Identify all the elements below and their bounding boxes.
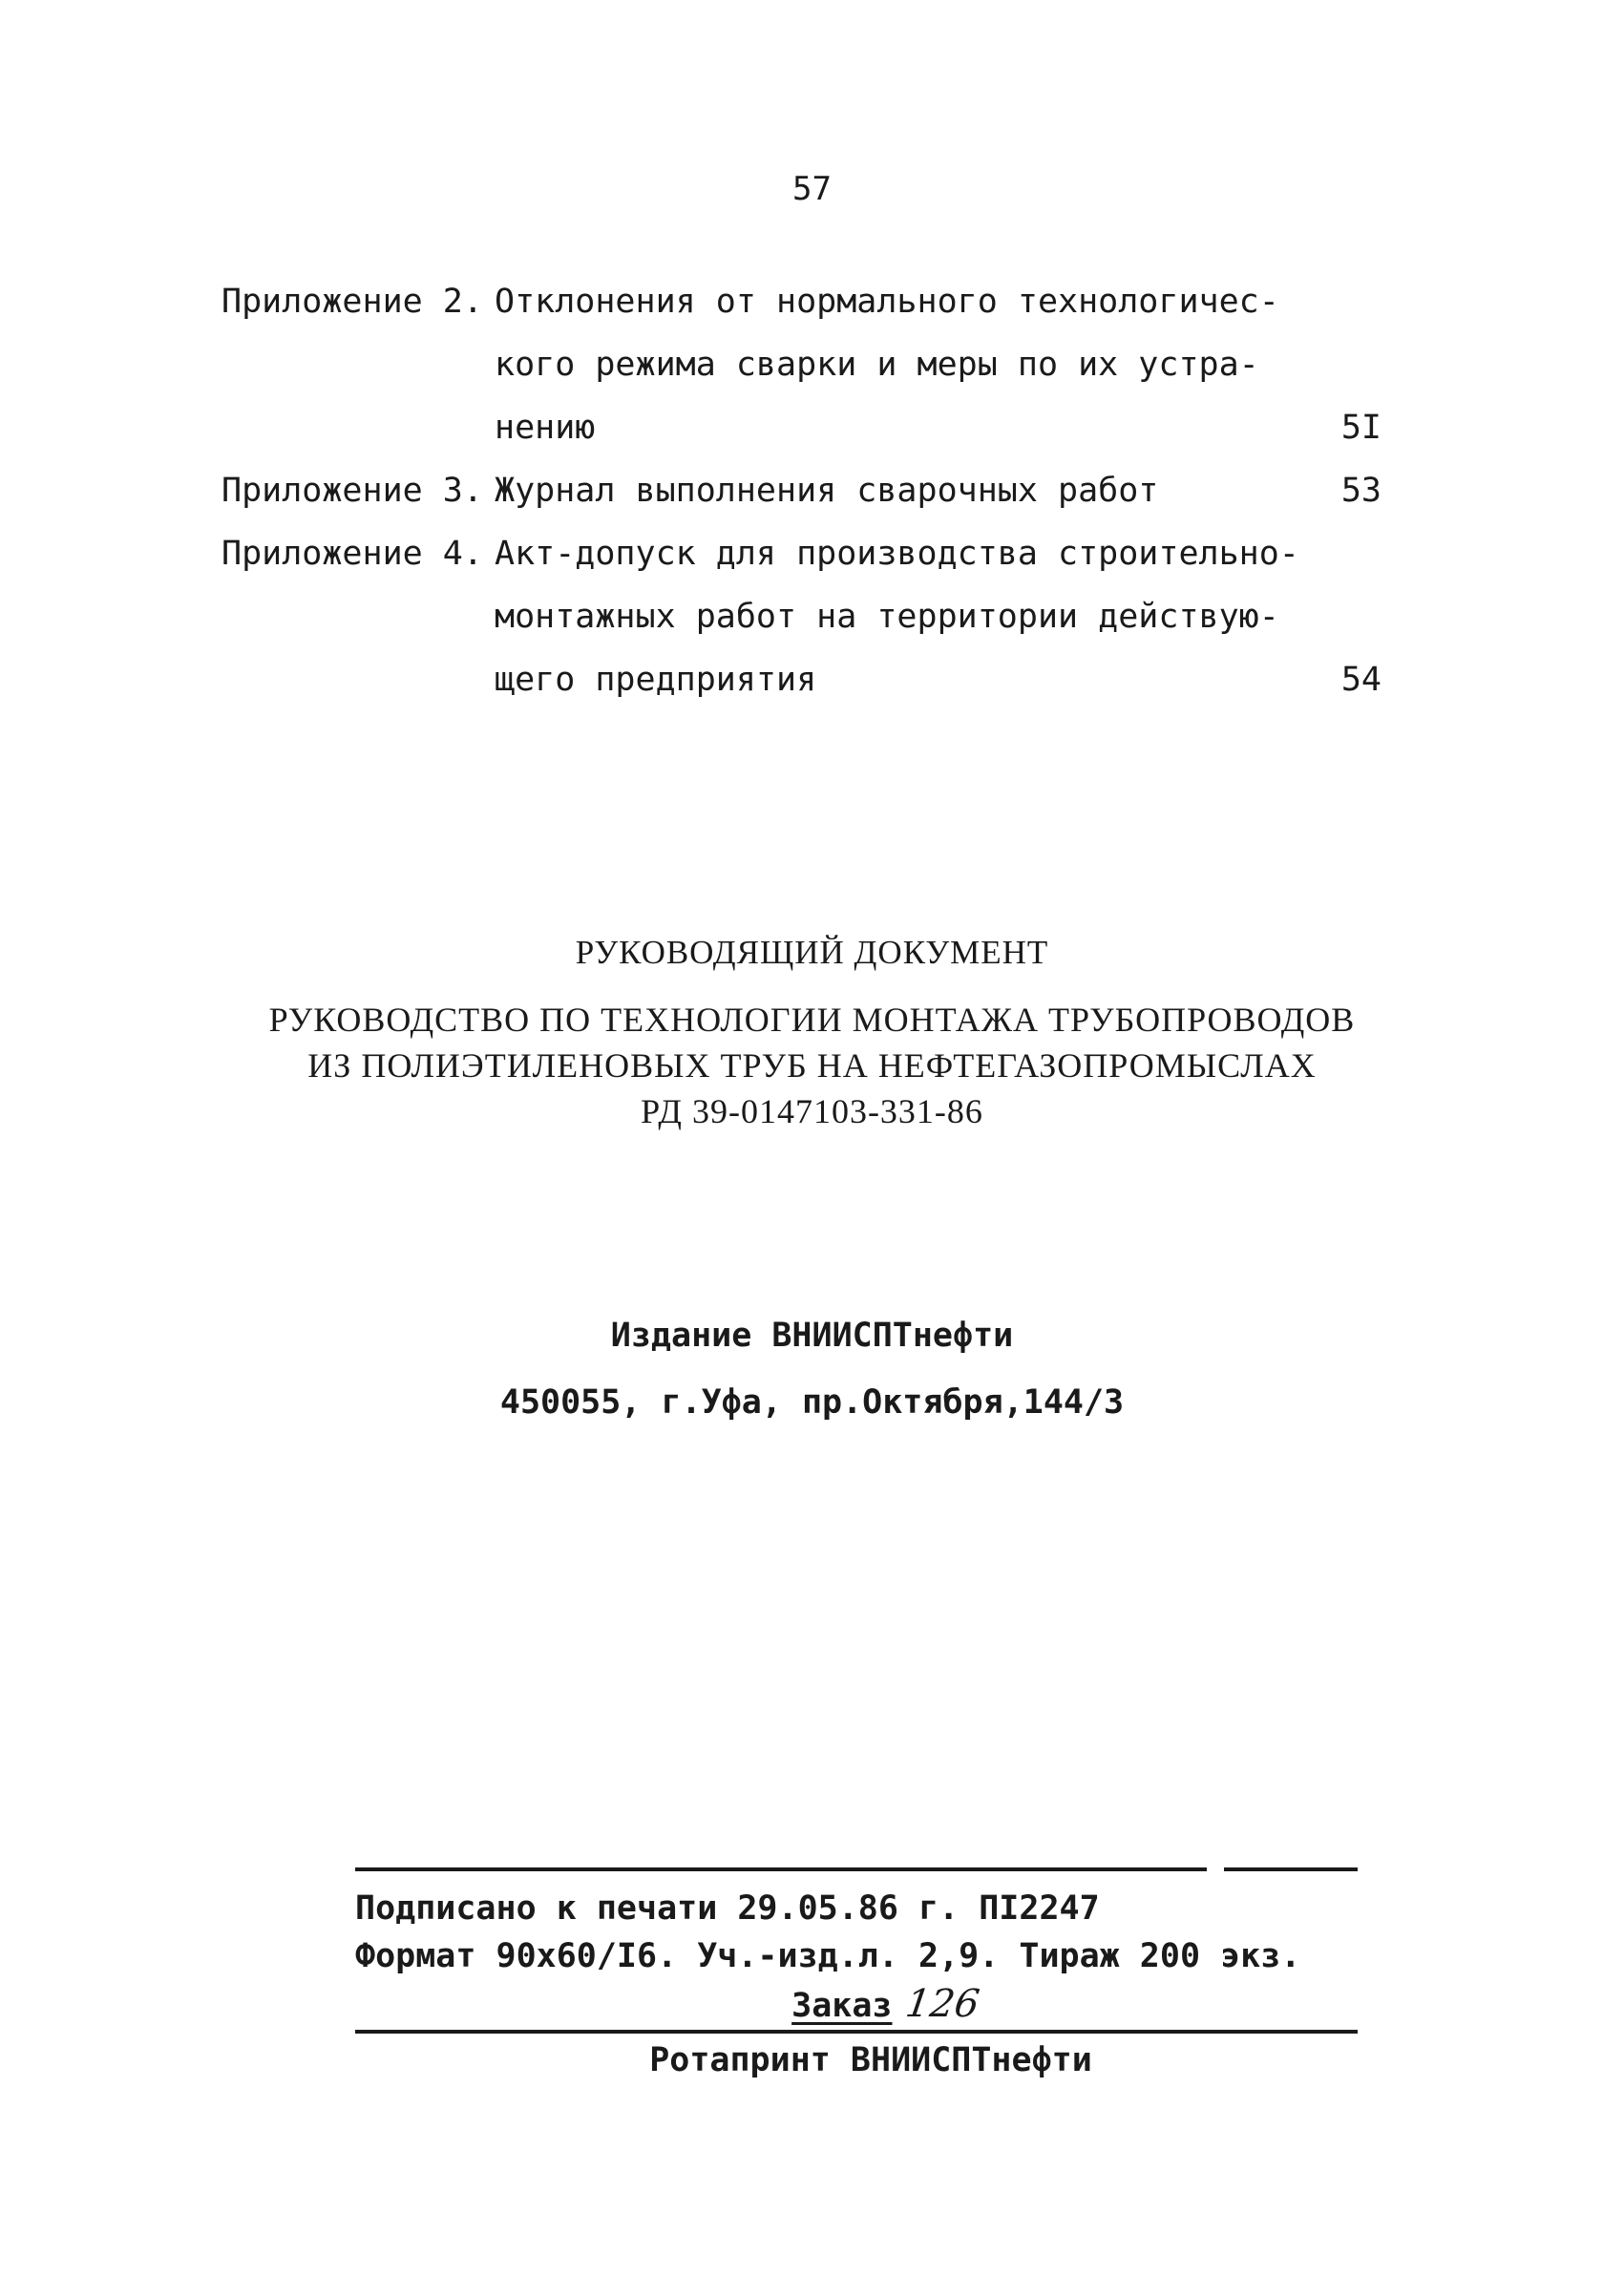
document-title-line: ИЗ ПОЛИЭТИЛЕНОВЫХ ТРУБ НА НЕФТЕГАЗОПРОМЫСЛАХ [307, 1046, 1317, 1085]
print-imprint [355, 1867, 1358, 2087]
document-title-line: РУКОВОДСТВО ПО ТЕХНОЛОГИИ МОНТАЖА ТРУБОПРОВОДОВ [268, 1001, 1356, 1039]
rule-segment [355, 1867, 1207, 1871]
printer-line: Ротапринт ВНИИСПТнефти [649, 2041, 1092, 2079]
appendix-entry-2 [221, 270, 1381, 459]
appendix-entry-4 [221, 522, 1381, 711]
document-code: РД 39-0147103-331-86 [641, 1092, 983, 1130]
order-line [355, 1980, 1358, 2030]
order-label: Заказ [791, 1987, 893, 2025]
appendix-page-number: 53 [1340, 472, 1381, 510]
appendix-title-line: монтажных работ на территории действую- [495, 598, 1279, 636]
appendix-page-number: 54 [1340, 661, 1381, 699]
appendix-title [495, 270, 1324, 459]
order-number-handwritten: 126 [902, 1982, 982, 2026]
appendix-title [495, 522, 1324, 711]
document-type: РУКОВОДЯЩИЙ ДОКУМЕНТ [575, 934, 1049, 971]
page-number: 57 [792, 170, 832, 208]
appendix-title-line: кого режима сварки и меры по их устра- [495, 346, 1259, 384]
appendix-title-line: Акт-допуск для производства строительно- [495, 535, 1299, 573]
appendix-label: Приложение 4. [221, 535, 483, 573]
rule-segment [1224, 1867, 1358, 1871]
signed-for-print-line: Подписано к печати 29.05.86 г. ПI2247 [355, 1889, 1100, 1928]
appendix-label: Приложение 2. [221, 283, 483, 321]
appendix-title-line: нению [495, 409, 596, 447]
appendix-title-line: Отклонения от нормального технологичес- [495, 283, 1279, 321]
appendix-list [221, 270, 1381, 711]
appendix-title [495, 459, 1324, 522]
edition-line: Издание ВНИИСПТнефти [610, 1317, 1014, 1355]
appendix-entry-3 [221, 459, 1381, 522]
appendix-label: Приложение 3. [221, 472, 483, 510]
appendix-title-line: Журнал выполнения сварочных работ [495, 472, 1159, 510]
appendix-title-line: щего предприятия [495, 661, 817, 699]
appendix-page-number: 5I [1340, 409, 1381, 447]
publisher-address: 450055, г.Уфа, пр.Октября,144/3 [499, 1383, 1125, 1422]
format-line: Формат 90х60/I6. Уч.-изд.л. 2,9. Тираж 200 экз. [355, 1937, 1301, 1975]
publisher-block [0, 1302, 1624, 1436]
imprint-top-rule [355, 1867, 1358, 1871]
document-title-block [0, 930, 1624, 1134]
